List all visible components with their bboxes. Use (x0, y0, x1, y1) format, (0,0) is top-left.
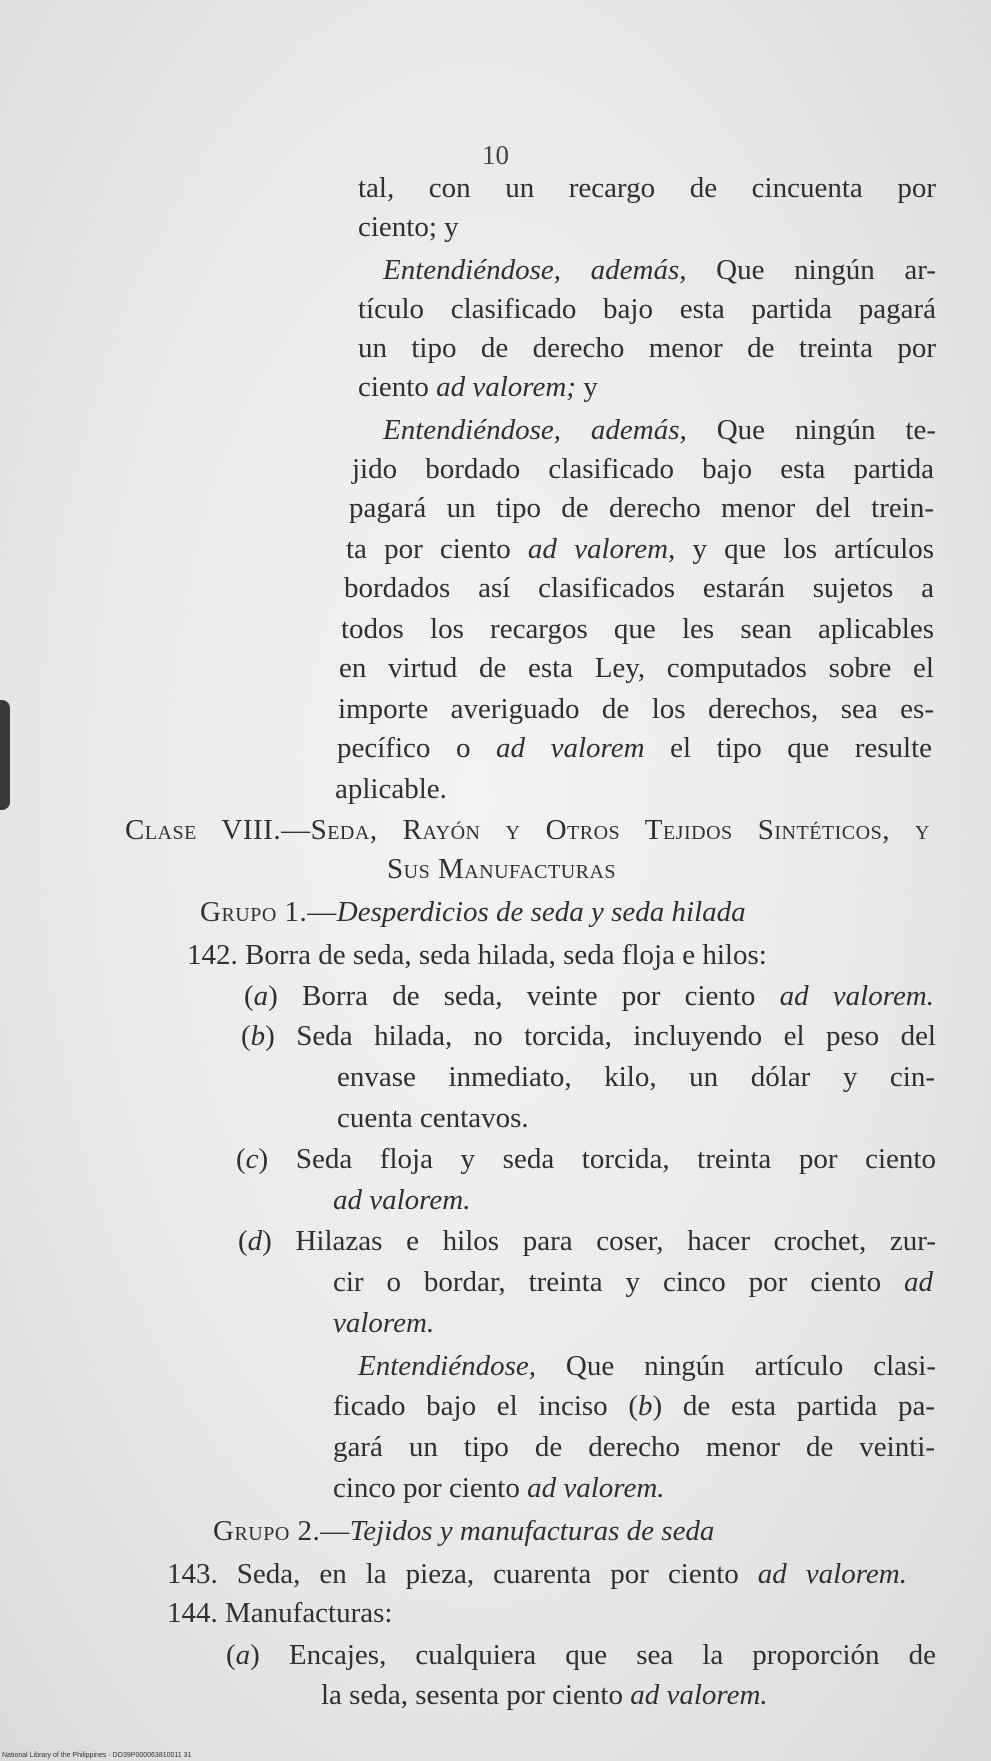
italic-segment: ad valorem. (333, 1184, 471, 1216)
text-segment: ( (238, 1225, 248, 1257)
text-line (321, 1676, 768, 1714)
text-line (333, 1181, 470, 1219)
text-line (383, 411, 936, 449)
text-segment: la seda, sesenta por ciento (321, 1679, 631, 1711)
text-line (333, 1263, 933, 1301)
text-segment: envase inmediato, kilo, un dólar y cin- (337, 1061, 935, 1093)
italic-segment: ad valorem (496, 732, 645, 764)
text-segment: gará un tipo de derecho menor de veinti- (333, 1431, 935, 1463)
italic-segment: ad valorem, (527, 533, 676, 565)
text-line (358, 368, 598, 406)
text-segment: ( (236, 1143, 246, 1175)
text-line (333, 1428, 935, 1466)
text-line (333, 1469, 665, 1507)
text-line (167, 1555, 907, 1593)
text-segment: y que los artículos (675, 533, 935, 565)
text-segment: ciento; y (358, 211, 459, 243)
text-line (358, 290, 936, 328)
text-line (337, 1058, 935, 1096)
text-segment: ( (244, 980, 254, 1012)
text-line (335, 770, 447, 808)
italic-segment: Entendiéndose, (358, 1350, 536, 1382)
text-segment: ) Encajes, cualquiera que sea la proporción de (250, 1639, 936, 1671)
text-segment: 142. Borra de seda, seda hilada, seda floja e hilos: (187, 939, 767, 971)
text-segment: Que ningún ar- (686, 254, 936, 286)
text-line (167, 1594, 393, 1632)
italic-segment: b (638, 1390, 653, 1422)
text-line (337, 729, 932, 767)
text-segment: y (575, 371, 598, 403)
text-segment: ( (226, 1639, 236, 1671)
text-segment: ) Borra de seda, veinte por ciento (268, 980, 780, 1012)
text-line (341, 610, 934, 648)
italic-segment: ad (904, 1266, 933, 1298)
text-segment: en virtud de esta Ley, computados sobre el (339, 652, 934, 684)
text-segment: importe averiguado de los derechos, sea es- (338, 693, 934, 725)
text-line (383, 251, 936, 289)
italic-segment: ad valorem. (779, 980, 935, 1012)
text-line (358, 169, 936, 207)
text-segment: ficado bajo el inciso ( (333, 1390, 639, 1422)
italic-segment: Tejidos y manufacturas de seda (349, 1515, 715, 1547)
italic-segment: d (247, 1225, 263, 1257)
italic-segment: ad valorem. (630, 1679, 768, 1711)
page-edge-mark (0, 700, 10, 810)
italic-segment: Desperdicios de seda y seda hilada (336, 896, 746, 928)
italic-segment: Entendiéndose, además, (383, 414, 687, 446)
text-segment: Que ningún te- (686, 414, 936, 446)
text-segment: tículo clasificado bajo esta partida pagará (358, 293, 936, 325)
text-segment: 144. Manufacturas: (167, 1597, 393, 1629)
text-line (358, 1347, 936, 1385)
text-line (226, 1636, 936, 1674)
text-line (358, 329, 936, 367)
italic-segment: ad valorem. (757, 1558, 907, 1590)
italic-segment: c (245, 1143, 259, 1175)
page-number: 10 (482, 140, 509, 170)
text-line (241, 1017, 936, 1055)
italic-segment: ad valorem; (436, 371, 576, 403)
text-line (352, 450, 934, 488)
text-segment: ( (241, 1020, 251, 1052)
text-segment: ) Hilazas e hilos para coser, hacer crochet, zur- (262, 1225, 936, 1257)
italic-segment: a (253, 980, 269, 1012)
text-segment: ) Seda floja y seda torcida, treinta por ciento (258, 1143, 936, 1175)
text-segment: Sus Manufacturas (387, 853, 617, 885)
text-segment: cuenta centavos. (337, 1102, 529, 1134)
italic-segment: valorem. (333, 1307, 435, 1339)
text-segment: ) Seda hilada, no torcida, incluyendo el peso del (265, 1020, 936, 1052)
text-line (200, 893, 746, 931)
text-segment: cinco por ciento (333, 1472, 528, 1504)
italic-segment: b (250, 1020, 266, 1052)
text-segment: todos los recargos que les sean aplicables (341, 613, 934, 645)
text-line (238, 1222, 936, 1260)
text-line (333, 1387, 935, 1425)
scan-footer: National Library of the Philippines · DO39P000063810011 31 (2, 1752, 192, 1759)
italic-segment: Entendiéndose, además, (383, 254, 687, 286)
text-segment: el tipo que resulte (644, 732, 932, 764)
text-line (187, 936, 767, 974)
text-line (346, 530, 934, 568)
text-segment: Grupo 1.— (200, 896, 337, 928)
text-segment: aplicable. (335, 773, 447, 805)
italic-segment: a (235, 1639, 251, 1671)
text-line (337, 1099, 529, 1137)
text-segment: un tipo de derecho menor de treinta por (358, 332, 936, 364)
text-segment: jido bordado clasificado bajo esta partida (352, 453, 934, 485)
text-segment: tal, con un recargo de cincuenta por (358, 172, 936, 204)
text-line (125, 811, 930, 849)
text-line (236, 1140, 936, 1178)
text-line (344, 569, 934, 607)
text-line (349, 489, 934, 527)
text-segment: ta por ciento (346, 533, 528, 565)
text-line (244, 977, 934, 1015)
text-line (387, 850, 616, 888)
text-segment: cir o bordar, treinta y cinco por ciento (333, 1266, 904, 1298)
text-segment: Clase VIII.—Seda, Rayón y Otros Tejidos Sintéticos, y (125, 814, 930, 846)
text-segment: 143. Seda, en la pieza, cuarenta por ciento (167, 1558, 758, 1590)
text-segment: pecífico o (337, 732, 497, 764)
text-segment: Grupo 2.— (213, 1515, 350, 1547)
text-segment: pagará un tipo de derecho menor del trein- (349, 492, 934, 524)
text-segment: ) de esta partida pa- (652, 1390, 935, 1422)
text-line (358, 208, 459, 246)
text-line (339, 649, 934, 687)
text-line (213, 1512, 714, 1550)
italic-segment: ad valorem. (527, 1472, 665, 1504)
text-line (338, 690, 934, 728)
text-segment: ciento (358, 371, 437, 403)
text-segment: bordados así clasificados estarán sujetos a (344, 572, 934, 604)
text-line (333, 1304, 434, 1342)
text-segment: Que ningún artículo clasi- (535, 1350, 936, 1382)
